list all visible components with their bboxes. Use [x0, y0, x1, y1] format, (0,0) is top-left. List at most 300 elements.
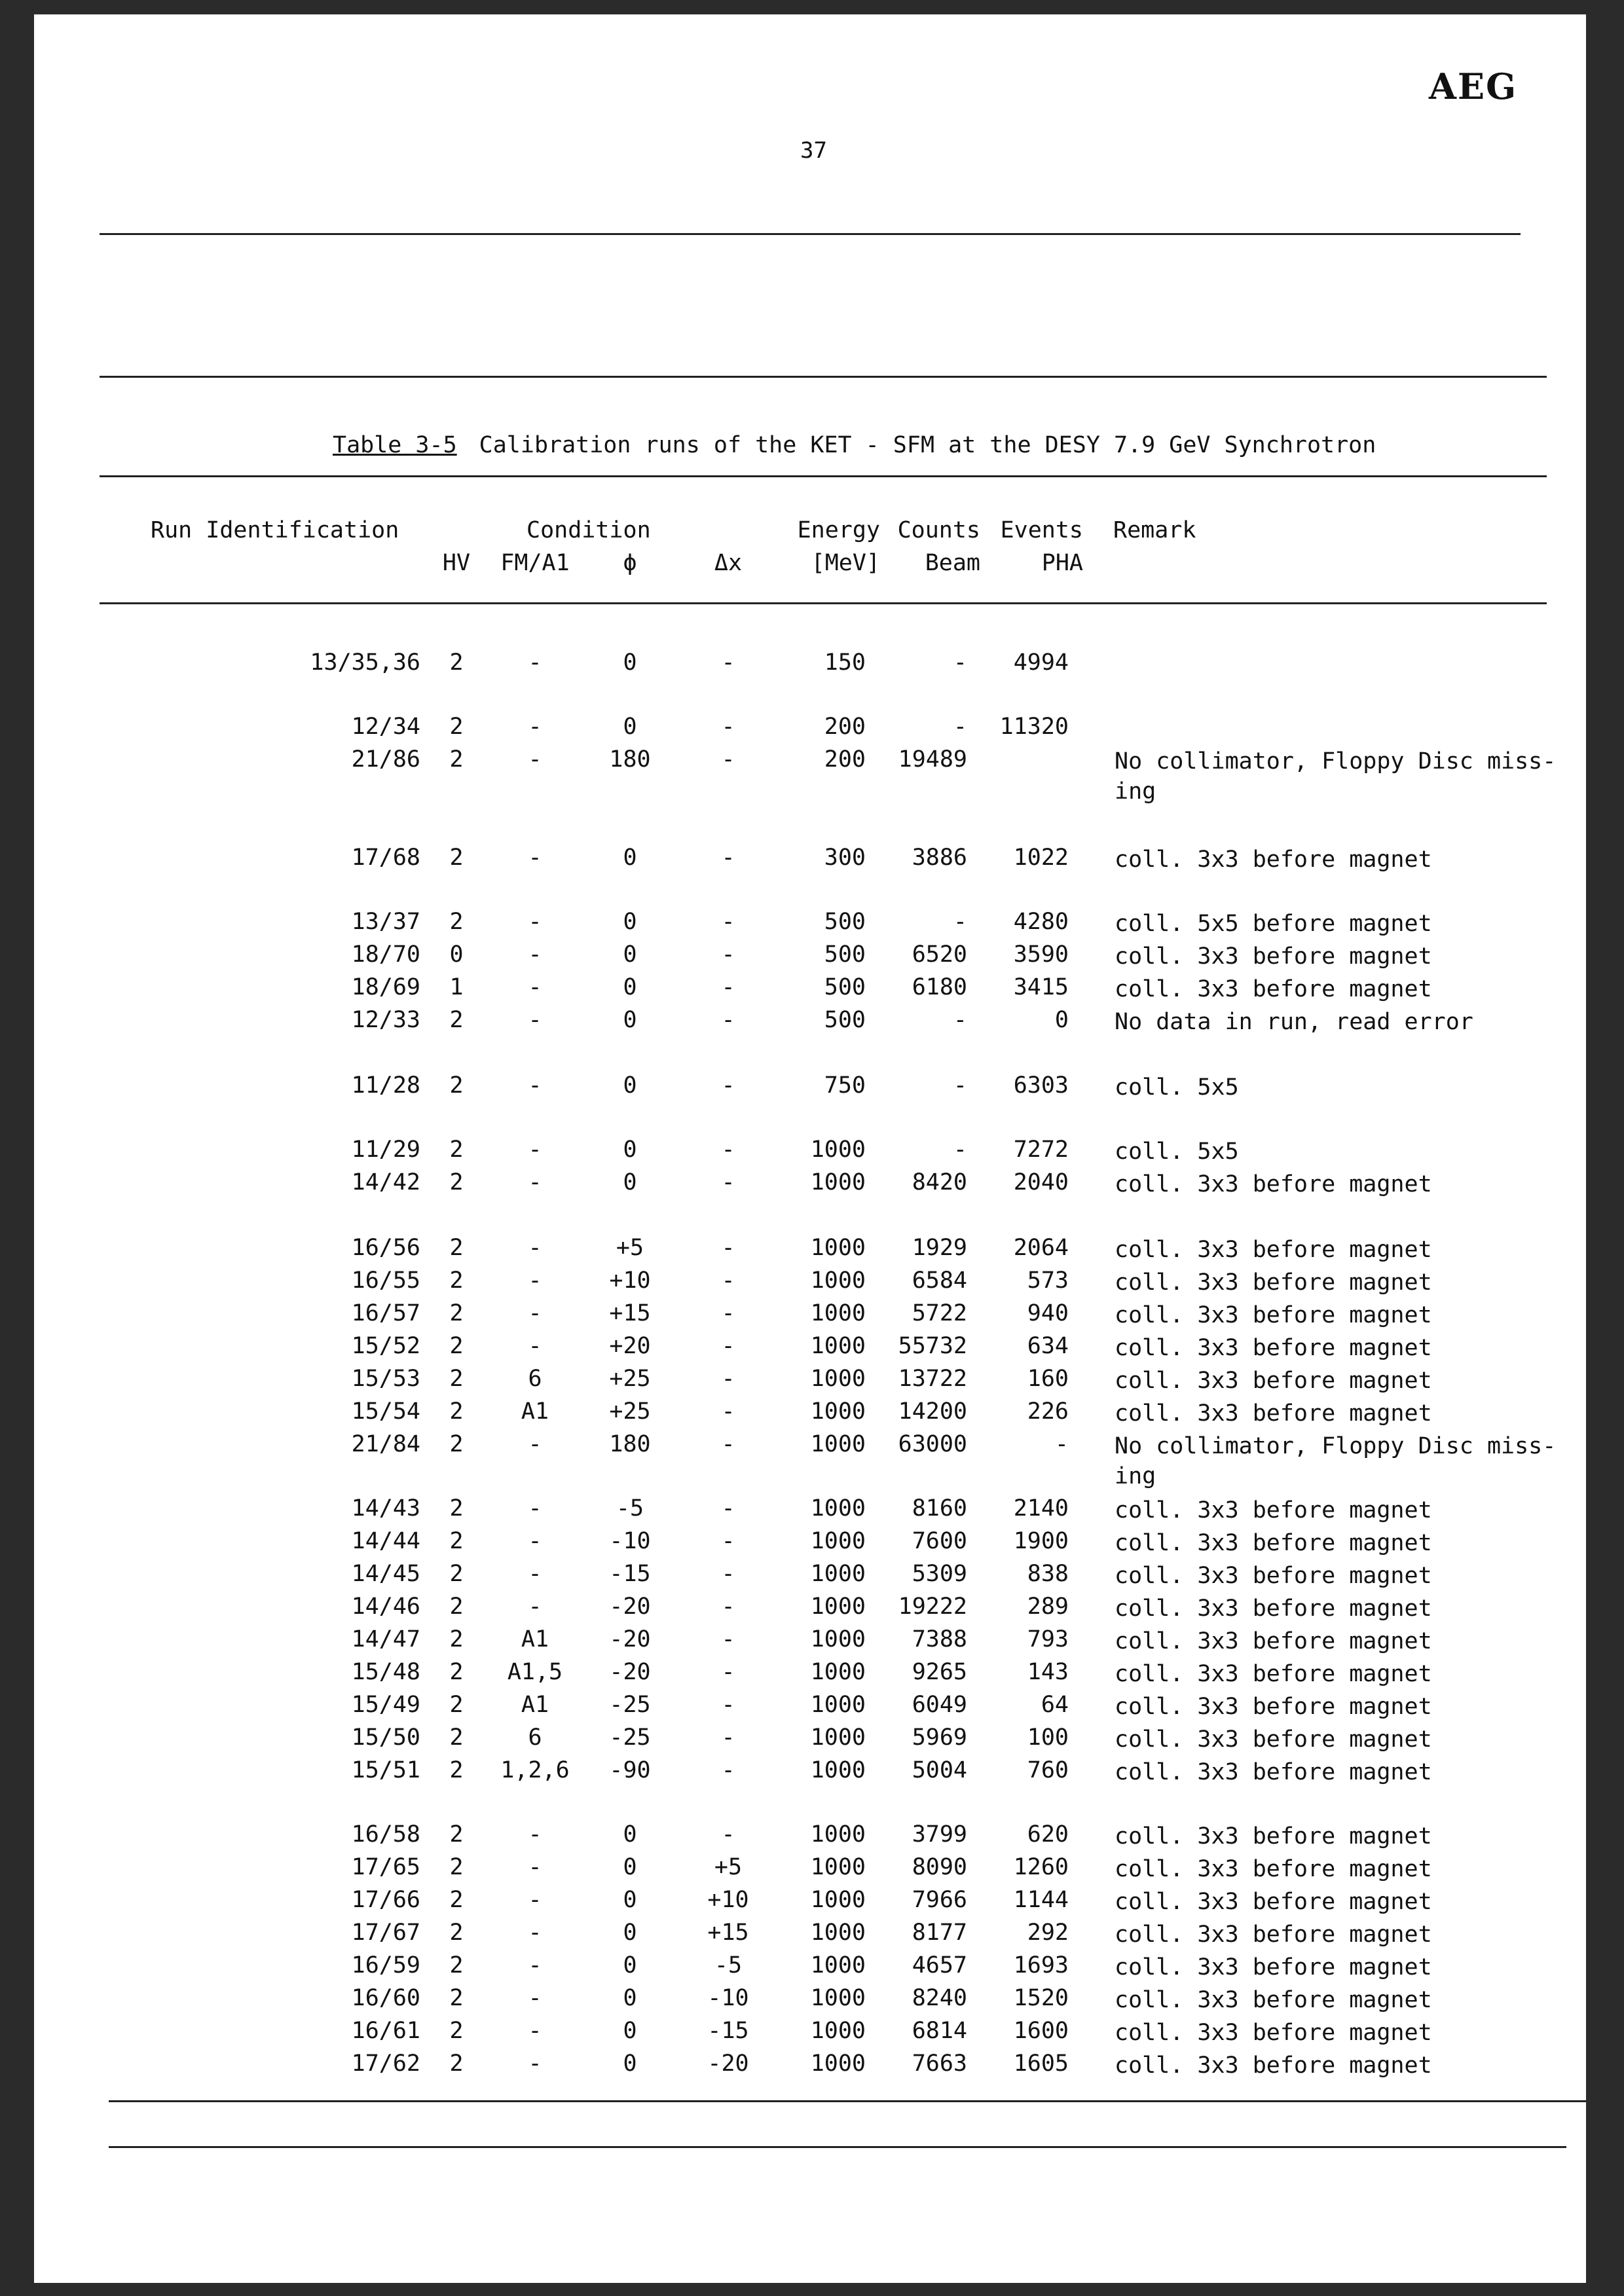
cell-hv: 2	[449, 1659, 464, 1685]
table-row	[34, 1300, 1586, 1333]
cell-energy: 500	[824, 909, 866, 935]
cell-phi: 0	[623, 1007, 637, 1033]
cell-events: 100	[1027, 1724, 1069, 1751]
cell-dx: -	[721, 1169, 735, 1195]
cell-hv: 2	[449, 1137, 464, 1163]
cell-dx: -	[721, 1495, 735, 1522]
cell-fm: -	[528, 1007, 542, 1033]
cell-events: 4280	[1013, 909, 1069, 935]
cell-run: 13/37	[351, 909, 420, 935]
cell-dx: -5	[714, 1952, 743, 1978]
cell-events: 620	[1027, 1821, 1069, 1848]
cell-hv: 2	[449, 1724, 464, 1751]
cell-phi: 180	[609, 1431, 651, 1457]
cell-dx: -15	[707, 2018, 749, 2044]
table-row	[34, 1821, 1586, 1854]
cell-remark: coll. 3x3 before magnet	[1115, 1302, 1432, 1328]
cell-remark: coll. 3x3 before magnet	[1115, 976, 1432, 1002]
cell-events: 0	[1054, 1007, 1069, 1033]
cell-phi: 0	[623, 1952, 637, 1978]
cell-events: 226	[1027, 1398, 1069, 1425]
cell-phi: -25	[609, 1692, 651, 1718]
cell-remark: coll. 3x3 before magnet	[1115, 1269, 1432, 1296]
cell-fm: A1,5	[507, 1659, 563, 1685]
cell-energy: 1000	[810, 1920, 866, 1946]
cell-hv: 2	[449, 1952, 464, 1978]
cell-fm: -	[528, 1952, 542, 1978]
header-counts-sub: Beam	[925, 550, 980, 576]
cell-events: 143	[1027, 1659, 1069, 1685]
cell-phi: 0	[623, 649, 637, 676]
cell-counts: -	[953, 714, 967, 740]
cell-run: 16/57	[351, 1300, 420, 1326]
cell-hv: 0	[449, 941, 464, 968]
cell-hv: 2	[449, 1398, 464, 1425]
header-energy: Energy	[797, 517, 880, 543]
cell-events: 1900	[1013, 1528, 1069, 1554]
cell-hv: 2	[449, 845, 464, 871]
cell-fm: -	[528, 1333, 542, 1359]
table-row	[34, 1887, 1586, 1920]
cell-counts: -	[953, 1137, 967, 1163]
cell-counts: 3886	[912, 845, 967, 871]
table-row	[34, 1985, 1586, 2018]
cell-fm: 6	[528, 1724, 542, 1751]
table-row	[34, 1594, 1586, 1626]
cell-events: 760	[1027, 1757, 1069, 1783]
cell-phi: 0	[623, 2050, 637, 2077]
cell-fm: -	[528, 1985, 542, 2011]
cell-hv: 2	[449, 649, 464, 676]
cell-run: 15/50	[351, 1724, 420, 1751]
cell-remark: coll. 3x3 before magnet	[1115, 1856, 1432, 1882]
cell-dx: -	[721, 1300, 735, 1326]
cell-energy: 1000	[810, 1169, 866, 1195]
cell-fm: -	[528, 1920, 542, 1946]
cell-run: 16/60	[351, 1985, 420, 2011]
cell-hv: 2	[449, 1333, 464, 1359]
cell-counts: 5969	[912, 1724, 967, 1751]
cell-phi: 0	[623, 1887, 637, 1913]
cell-remark: coll. 3x3 before magnet	[1115, 1595, 1432, 1622]
cell-remark: coll. 3x3 before magnet	[1115, 1987, 1432, 2013]
table-caption-text: Calibration runs of the KET - SFM at the DESY 7.9 GeV Synchrotron	[479, 432, 1376, 458]
cell-fm: A1	[521, 1626, 549, 1652]
cell-remark: No data in run, read error	[1115, 1009, 1473, 1035]
cell-hv: 2	[449, 714, 464, 740]
cell-counts: 19222	[898, 1594, 967, 1620]
company-logo: AEG	[1429, 65, 1518, 107]
cell-run: 17/62	[351, 2050, 420, 2077]
cell-counts: 8160	[912, 1495, 967, 1522]
cell-events: 11320	[999, 714, 1069, 740]
cell-dx: -	[721, 1626, 735, 1652]
cell-hv: 2	[449, 1985, 464, 2011]
cell-counts: -	[953, 909, 967, 935]
cell-remark: coll. 3x3 before magnet	[1115, 1694, 1432, 1720]
cell-dx: -	[721, 649, 735, 676]
header-fm: FM/A1	[500, 550, 570, 576]
cell-energy: 500	[824, 941, 866, 968]
cell-remark: coll. 3x3 before magnet	[1115, 847, 1432, 873]
header-condition: Condition	[526, 517, 651, 543]
cell-fm: -	[528, 1137, 542, 1163]
cell-energy: 300	[824, 845, 866, 871]
table-row	[34, 2018, 1586, 2050]
header-counts: Counts	[897, 517, 980, 543]
cell-energy: 1000	[810, 1137, 866, 1163]
cell-dx: -	[721, 1333, 735, 1359]
cell-dx: -	[721, 941, 735, 968]
cell-energy: 500	[824, 1007, 866, 1033]
table-row	[34, 1757, 1586, 1790]
cell-counts: 4657	[912, 1952, 967, 1978]
table-row	[34, 909, 1586, 941]
cell-run: 18/69	[351, 974, 420, 1000]
cell-counts: 7663	[912, 2050, 967, 2077]
cell-events: 838	[1027, 1561, 1069, 1587]
cell-phi: 0	[623, 2018, 637, 2044]
cell-remark: coll. 3x3 before magnet	[1115, 2020, 1432, 2046]
table-row	[34, 845, 1586, 877]
cell-fm: -	[528, 909, 542, 935]
cell-phi: +25	[609, 1398, 651, 1425]
cell-fm: -	[528, 1431, 542, 1457]
table-row	[34, 2050, 1586, 2083]
cell-hv: 2	[449, 1528, 464, 1554]
cell-events: 6303	[1013, 1072, 1069, 1099]
cell-remark: coll. 3x3 before magnet	[1115, 1889, 1432, 1915]
divider	[109, 2100, 1586, 2102]
table-row	[34, 974, 1586, 1007]
table-row	[34, 1952, 1586, 1985]
table-row	[34, 1626, 1586, 1659]
cell-energy: 1000	[810, 1854, 866, 1880]
table-row	[34, 1333, 1586, 1366]
cell-remark: coll. 3x3 before magnet	[1115, 1563, 1432, 1589]
cell-counts: 3799	[912, 1821, 967, 1848]
table-row	[34, 1561, 1586, 1594]
cell-energy: 1000	[810, 1267, 866, 1294]
cell-counts: 8090	[912, 1854, 967, 1880]
cell-dx: -	[721, 1072, 735, 1099]
page-number: 37	[800, 137, 827, 164]
cell-remark: coll. 3x3 before magnet	[1115, 1497, 1432, 1523]
cell-dx: -	[721, 1007, 735, 1033]
cell-events: 1520	[1013, 1985, 1069, 2011]
cell-events: 634	[1027, 1333, 1069, 1359]
cell-remark: coll. 3x3 before magnet	[1115, 1823, 1432, 1850]
table-row	[34, 1692, 1586, 1724]
cell-hv: 2	[449, 1366, 464, 1392]
cell-hv: 2	[449, 1072, 464, 1099]
cell-hv: 2	[449, 1594, 464, 1620]
cell-remark: coll. 3x3 before magnet	[1115, 1628, 1432, 1654]
cell-run: 13/35,36	[310, 649, 420, 676]
cell-energy: 1000	[810, 2018, 866, 2044]
cell-events: 1260	[1013, 1854, 1069, 1880]
cell-hv: 2	[449, 1887, 464, 1913]
cell-dx: -	[721, 1528, 735, 1554]
cell-phi: 0	[623, 1920, 637, 1946]
cell-counts: 7966	[912, 1887, 967, 1913]
cell-dx: -	[721, 1235, 735, 1261]
cell-run: 16/59	[351, 1952, 420, 1978]
cell-phi: -20	[609, 1594, 651, 1620]
cell-run: 16/56	[351, 1235, 420, 1261]
cell-dx: -	[721, 1137, 735, 1163]
cell-hv: 2	[449, 2018, 464, 2044]
cell-counts: 6584	[912, 1267, 967, 1294]
cell-dx: -	[721, 974, 735, 1000]
cell-dx: -	[721, 746, 735, 773]
cell-fm: -	[528, 1169, 542, 1195]
cell-events: 289	[1027, 1594, 1069, 1620]
cell-hv: 2	[449, 1169, 464, 1195]
cell-hv: 2	[449, 1757, 464, 1783]
cell-energy: 1000	[810, 1528, 866, 1554]
cell-counts: 7388	[912, 1626, 967, 1652]
cell-dx: +5	[714, 1854, 743, 1880]
cell-phi: -25	[609, 1724, 651, 1751]
cell-counts: -	[953, 1007, 967, 1033]
cell-phi: 0	[623, 1854, 637, 1880]
document-page	[34, 14, 1586, 2283]
cell-energy: 1000	[810, 1495, 866, 1522]
cell-run: 16/61	[351, 2018, 420, 2044]
cell-run: 14/46	[351, 1594, 420, 1620]
cell-counts: 9265	[912, 1659, 967, 1685]
cell-events: 7272	[1013, 1137, 1069, 1163]
cell-counts: 5722	[912, 1300, 967, 1326]
cell-counts: 5309	[912, 1561, 967, 1587]
cell-remark: coll. 3x3 before magnet	[1115, 1954, 1432, 1980]
cell-phi: 0	[623, 974, 637, 1000]
cell-run: 15/49	[351, 1692, 420, 1718]
cell-energy: 1000	[810, 1626, 866, 1652]
table-row	[34, 1072, 1586, 1105]
cell-energy: 1000	[810, 1398, 866, 1425]
cell-phi: 0	[623, 1137, 637, 1163]
cell-dx: +10	[707, 1887, 749, 1913]
cell-fm: -	[528, 2050, 542, 2077]
cell-dx: -	[721, 1594, 735, 1620]
cell-fm: -	[528, 974, 542, 1000]
cell-counts: 6814	[912, 2018, 967, 2044]
cell-phi: -15	[609, 1561, 651, 1587]
table-row	[34, 1495, 1586, 1528]
table-row	[34, 1267, 1586, 1300]
header-phi: ϕ	[623, 550, 637, 576]
cell-remark: coll. 3x3 before magnet	[1115, 1171, 1432, 1197]
cell-run: 14/47	[351, 1626, 420, 1652]
cell-remark: coll. 5x5	[1115, 1074, 1239, 1101]
cell-events: 4994	[1013, 649, 1069, 676]
cell-energy: 200	[824, 746, 866, 773]
cell-phi: 0	[623, 1169, 637, 1195]
cell-energy: 1000	[810, 1724, 866, 1751]
cell-events: 1693	[1013, 1952, 1069, 1978]
cell-remark: coll. 5x5	[1115, 1139, 1239, 1165]
table-row	[34, 1137, 1586, 1169]
cell-run: 11/29	[351, 1137, 420, 1163]
table-row	[34, 1854, 1586, 1887]
cell-run: 14/43	[351, 1495, 420, 1522]
cell-fm: -	[528, 714, 542, 740]
cell-dx: -	[721, 1398, 735, 1425]
table-row	[34, 1366, 1586, 1398]
cell-dx: -20	[707, 2050, 749, 2077]
cell-dx: -	[721, 1692, 735, 1718]
cell-hv: 2	[449, 1235, 464, 1261]
cell-phi: 0	[623, 845, 637, 871]
cell-fm: -	[528, 941, 542, 968]
cell-dx: -	[721, 1757, 735, 1783]
cell-hv: 2	[449, 746, 464, 773]
header-hv: HV	[442, 550, 471, 576]
cell-events: 1605	[1013, 2050, 1069, 2077]
cell-dx: -	[721, 909, 735, 935]
cell-run: 15/53	[351, 1366, 420, 1392]
cell-dx: -	[721, 1724, 735, 1751]
cell-energy: 1000	[810, 1985, 866, 2011]
cell-run: 21/84	[351, 1431, 420, 1457]
cell-events: 160	[1027, 1366, 1069, 1392]
cell-events: 793	[1027, 1626, 1069, 1652]
cell-fm: -	[528, 1821, 542, 1848]
cell-run: 11/28	[351, 1072, 420, 1099]
cell-counts: 6049	[912, 1692, 967, 1718]
cell-energy: 1000	[810, 1333, 866, 1359]
cell-phi: +5	[616, 1235, 644, 1261]
cell-run: 14/42	[351, 1169, 420, 1195]
cell-counts: 8177	[912, 1920, 967, 1946]
cell-dx: +15	[707, 1920, 749, 1946]
header-dx: Δx	[714, 550, 743, 576]
cell-dx: -	[721, 1561, 735, 1587]
cell-energy: 150	[824, 649, 866, 676]
cell-run: 14/45	[351, 1561, 420, 1587]
table-row	[34, 1659, 1586, 1692]
cell-energy: 1000	[810, 2050, 866, 2077]
cell-hv: 1	[449, 974, 464, 1000]
cell-energy: 1000	[810, 1952, 866, 1978]
cell-dx: -	[721, 1431, 735, 1457]
cell-counts: 55732	[898, 1333, 967, 1359]
cell-remark: coll. 3x3 before magnet	[1115, 1759, 1432, 1785]
cell-fm: -	[528, 1267, 542, 1294]
cell-dx: -	[721, 1267, 735, 1294]
cell-counts: -	[953, 649, 967, 676]
cell-run: 16/55	[351, 1267, 420, 1294]
cell-counts: 19489	[898, 746, 967, 773]
header-run: Run Identification	[151, 517, 399, 543]
cell-events: 573	[1027, 1267, 1069, 1294]
cell-energy: 1000	[810, 1821, 866, 1848]
cell-phi: -90	[609, 1757, 651, 1783]
cell-remark: coll. 3x3 before magnet	[1115, 1400, 1432, 1427]
cell-counts: 8240	[912, 1985, 967, 2011]
cell-fm: -	[528, 1300, 542, 1326]
cell-counts: 6180	[912, 974, 967, 1000]
cell-hv: 2	[449, 1821, 464, 1848]
cell-fm: -	[528, 1887, 542, 1913]
cell-energy: 1000	[810, 1692, 866, 1718]
table-row	[34, 1528, 1586, 1561]
cell-phi: +10	[609, 1267, 651, 1294]
table-row	[34, 714, 1586, 746]
table-row	[34, 1235, 1586, 1267]
cell-phi: 0	[623, 1821, 637, 1848]
cell-dx: -	[721, 714, 735, 740]
table-row	[34, 1431, 1586, 1489]
cell-phi: 0	[623, 1985, 637, 2011]
cell-counts: 1929	[912, 1235, 967, 1261]
cell-phi: 180	[609, 746, 651, 773]
cell-remark: coll. 3x3 before magnet	[1115, 1237, 1432, 1263]
table-row	[34, 1920, 1586, 1952]
table-body	[34, 14, 1586, 2283]
cell-remark: coll. 3x3 before magnet	[1115, 1726, 1432, 1753]
cell-energy: 750	[824, 1072, 866, 1099]
cell-run: 15/48	[351, 1659, 420, 1685]
cell-energy: 1000	[810, 1300, 866, 1326]
cell-phi: 0	[623, 1072, 637, 1099]
cell-remark: coll. 3x3 before magnet	[1115, 1661, 1432, 1687]
cell-events: 2064	[1013, 1235, 1069, 1261]
cell-energy: 1000	[810, 1235, 866, 1261]
cell-counts: 13722	[898, 1366, 967, 1392]
cell-remark: coll. 3x3 before magnet	[1115, 1530, 1432, 1556]
header-events: Events	[1000, 517, 1083, 543]
cell-dx: -	[721, 845, 735, 871]
cell-run: 16/58	[351, 1821, 420, 1848]
cell-phi: -20	[609, 1659, 651, 1685]
cell-energy: 1000	[810, 1366, 866, 1392]
cell-hv: 2	[449, 1854, 464, 1880]
cell-hv: 2	[449, 2050, 464, 2077]
cell-fm: -	[528, 1561, 542, 1587]
cell-run: 15/52	[351, 1333, 420, 1359]
cell-fm: A1	[521, 1398, 549, 1425]
cell-fm: 1,2,6	[500, 1757, 570, 1783]
cell-phi: 0	[623, 941, 637, 968]
cell-fm: -	[528, 1854, 542, 1880]
cell-counts: -	[953, 1072, 967, 1099]
header-remark: Remark	[1113, 517, 1196, 543]
cell-counts: 8420	[912, 1169, 967, 1195]
table-ref: Table 3-5	[333, 432, 457, 458]
cell-dx: -	[721, 1659, 735, 1685]
cell-run: 15/54	[351, 1398, 420, 1425]
cell-phi: +20	[609, 1333, 651, 1359]
table-row	[34, 1398, 1586, 1431]
cell-run: 17/67	[351, 1920, 420, 1946]
cell-energy: 1000	[810, 1757, 866, 1783]
cell-energy: 1000	[810, 1594, 866, 1620]
cell-hv: 2	[449, 909, 464, 935]
cell-events: 2040	[1013, 1169, 1069, 1195]
cell-fm: -	[528, 1594, 542, 1620]
cell-remark: coll. 3x3 before magnet	[1115, 1335, 1432, 1361]
cell-hv: 2	[449, 1007, 464, 1033]
cell-dx: -	[721, 1366, 735, 1392]
cell-hv: 2	[449, 1495, 464, 1522]
cell-run: 18/70	[351, 941, 420, 968]
cell-events: -	[1054, 1431, 1069, 1457]
table-row	[34, 649, 1586, 682]
cell-energy: 1000	[810, 1887, 866, 1913]
